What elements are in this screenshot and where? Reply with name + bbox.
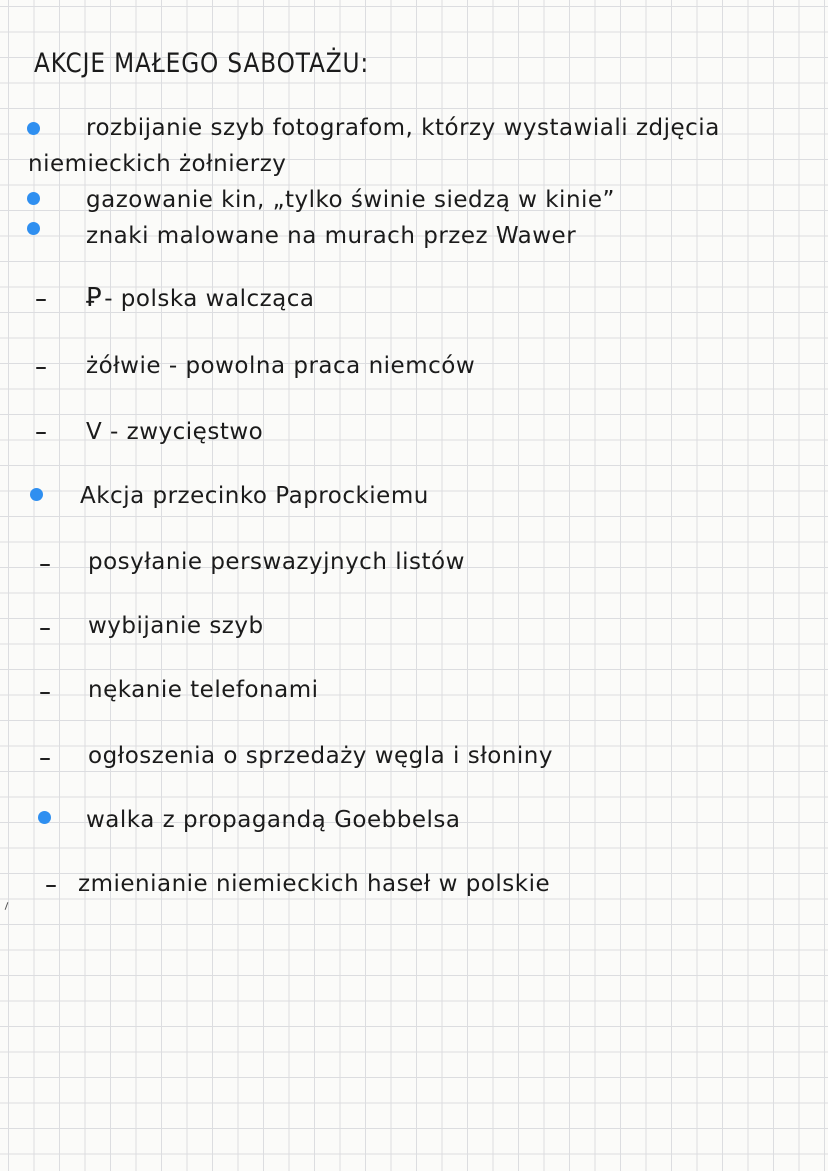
page-title: AKCJE MAŁEGO SABOTAŻU:: [34, 48, 370, 79]
list-item-text: rozbijanie szyb fotografom, którzy wystawiali zdjęcia: [86, 115, 720, 141]
list-item-text: nękanie telefonami: [88, 677, 319, 703]
list-item-text: wybijanie szyb: [88, 613, 264, 639]
bullet-icon: [30, 488, 43, 501]
list-item: [86, 114, 720, 142]
list-item-text: zmienianie niemieckich haseł w polskie: [78, 871, 551, 897]
list-item-text: walka z propagandą Goebbelsa: [86, 807, 461, 833]
list-item: [80, 482, 429, 510]
list-item: [78, 870, 550, 898]
list-item-text: Akcja przecinko Paprockiemu: [80, 483, 429, 509]
list-item: [88, 548, 465, 576]
kotwica-icon: Ꝑ: [86, 283, 103, 313]
list-item-text: ogłoszenia o sprzedaży węgla i słoniny: [88, 743, 553, 769]
dash-icon: [36, 367, 46, 369]
dash-icon: [36, 432, 46, 434]
list-item: [86, 284, 315, 313]
bullet-icon: [38, 811, 51, 824]
pen-mark: [5, 902, 9, 910]
list-item-text: żółwie - powolna praca niemców: [86, 353, 476, 379]
list-item: [88, 612, 264, 640]
list-item: [86, 186, 615, 214]
list-item-text: - polska walcząca: [104, 286, 315, 312]
bullet-icon: [27, 122, 40, 135]
list-item-text: znaki malowane na murach przez Wawer: [86, 223, 577, 249]
list-item: [86, 418, 263, 446]
list-item-text: V - zwycięstwo: [86, 419, 264, 445]
list-item-text: posyłanie perswazyjnych listów: [88, 549, 465, 575]
list-item: [86, 806, 460, 834]
dash-icon: [40, 692, 50, 694]
dash-icon: [40, 758, 50, 760]
list-item-text: gazowanie kin, „tylko świnie siedzą w kinie”: [86, 187, 615, 213]
list-item-continuation: [28, 150, 286, 178]
list-item-text: niemieckich żołnierzy: [28, 151, 287, 177]
bullet-icon: [27, 222, 40, 235]
list-item: [88, 676, 319, 704]
dash-icon: [36, 299, 46, 301]
dash-icon: [40, 628, 50, 630]
list-item: [86, 222, 576, 250]
bullet-icon: [27, 192, 40, 205]
list-item: [88, 742, 553, 770]
dash-icon: [46, 885, 56, 887]
list-item: [86, 352, 475, 380]
dash-icon: [40, 564, 50, 566]
